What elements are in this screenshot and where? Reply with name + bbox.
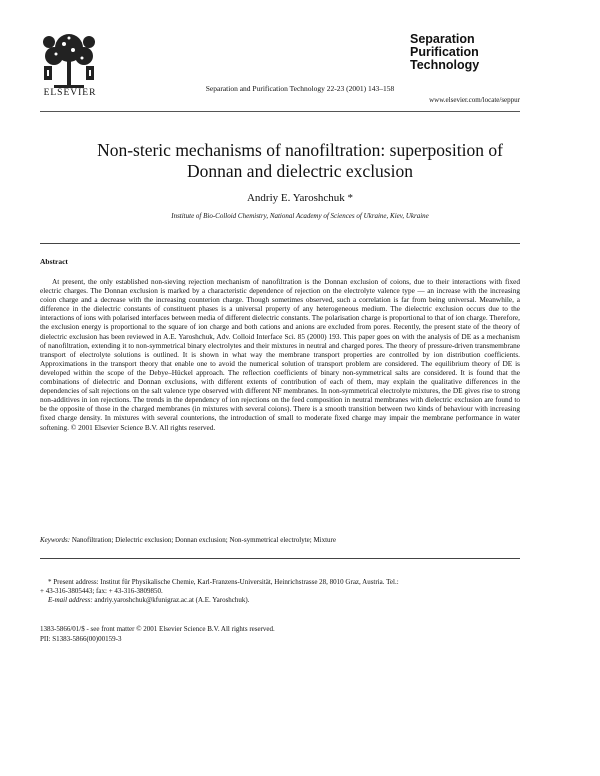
abstract-heading: Abstract: [40, 257, 68, 266]
title-line-1: Non-steric mechanisms of nanofiltration: superposition of: [97, 140, 503, 160]
copyright-block: [40, 625, 520, 644]
author-affiliation: Institute of Bio-Colloid Chemistry, National Academy of Sciences of Ukraine, Kiev, Ukraine: [171, 212, 429, 220]
footnote-email-value[interactable]: andriy.yaroshchuk@kfunigraz.ac.at (A.E. Yaroshchuk).: [92, 596, 250, 604]
keywords-label: Keywords:: [40, 536, 71, 544]
footnote-present-address: * Present address: Institut für Physikalische Chemie, Karl-Franzens-Universität, Heinrichstrasse 28, 8010 Graz, Austria. Tel.:: [48, 578, 399, 586]
journal-logo: [410, 33, 518, 72]
journal-logo-line-1: Separation: [410, 32, 475, 46]
footnote-email-label: E-mail address:: [48, 596, 93, 604]
journal-url[interactable]: www.elsevier.com/locate/seppur: [429, 96, 520, 104]
copyright-line: 1383-5866/01/$ - see front matter © 2001 Elsevier Science B.V. All rights reserved.: [40, 625, 275, 633]
journal-logo-line-2: Purification: [410, 45, 479, 59]
author-footnote: [40, 578, 520, 605]
elsevier-tree-logo: [40, 30, 98, 92]
journal-citation: Separation and Purification Technology 22-23 (2001) 143–158: [205, 84, 395, 93]
publisher-name: ELSEVIER: [43, 88, 97, 98]
footnote-phone-fax: + 43-316-3805443; fax: + 43-316-3809850.: [40, 587, 163, 595]
keywords-list: Nanofiltration; Dielectric exclusion; Donnan exclusion; Non-symmetrical electrolyte; Mixture: [70, 536, 336, 544]
journal-logo-line-3: Technology: [410, 58, 480, 72]
pii-line: PII: S1383-5866(00)00159-3: [40, 634, 122, 643]
abstract-top-divider: [40, 243, 520, 244]
title-line-2: Donnan and dielectric exclusion: [187, 161, 413, 181]
abstract-text: At present, the only established non-sieving rejection mechanism of nanofiltration is the Donnan exclusion of coions, due to their interactions with fixed electric charges. The Donnan exclusion is marked by a characteristic dependence of rejection on the electrolyte valence type — an increase with the increasing coion charge and a decrease with the increasing counterion charge. Though sometimes observed, such a correlation is far from being universal. Meanwhile, a difference in the dielectric constants of constituent phases is a universal property of any heterogeneous medium. The dielectric exclusion occurs due to the interactions of ions with polarised interfaces between media of different dielectric constants. The polarisation charge is proportional to that of ion charge. Therefore, the exclusion energy is proportional to the square of ion charge and both cations and anions are excluded from pores. Recently, the present state of the theory of dielectric exclusion has been reviewed in A.E. Yaroshchuk, Adv. Colloid Interface Sci. 85 (2000) 193. This paper goes on with the analysis of DE as a mechanism of nanofiltration, extending it to non-symmetrical binary electrolytes and their mixtures in neutral and charged pores. The theory of pressure-driven transmembrane transport of electrolyte solutions is outlined. It is shown in what way the membrane transport properties are controlled by ion distribution coefficients. Approximations in the transport theory that enable one to avoid the numerical solution of transport problem are considered. The equilibrium theory of DE is developed within the scope of the Debye–Hückel approach. The reflection coefficients of binary non-symmetrical salts are considered. It is found that the combinations of dielectric and Donnan exclusions, with different extents of contribution of each of them, may explain the qualitative differences in the dependencies of salt rejections on the salt valence type observed with different NF membranes. In non-symmetrical electrolyte mixtures, the DE gives rise to strong non-additives in ion rejections. The trends in the dependency of ion rejections on the feed composition in neutral membranes with dielectric exclusion are found to be the opposite of those in the charged membranes (in mixtures with several coions). There is a smooth transition between two kinds of behaviour with increasing fixed charge density. In mixtures with several counterions, the introduction of small to moderate fixed charge may impair the membrane performance in water softening. © 2001 Elsevier Science B.V. All rights reserved.: [40, 277, 520, 432]
keywords-bottom-divider: [40, 558, 520, 559]
author-name: Andriy E. Yaroshchuk *: [246, 192, 354, 204]
article-title: [40, 140, 560, 182]
header-divider: [40, 111, 520, 112]
keywords: [40, 536, 520, 544]
